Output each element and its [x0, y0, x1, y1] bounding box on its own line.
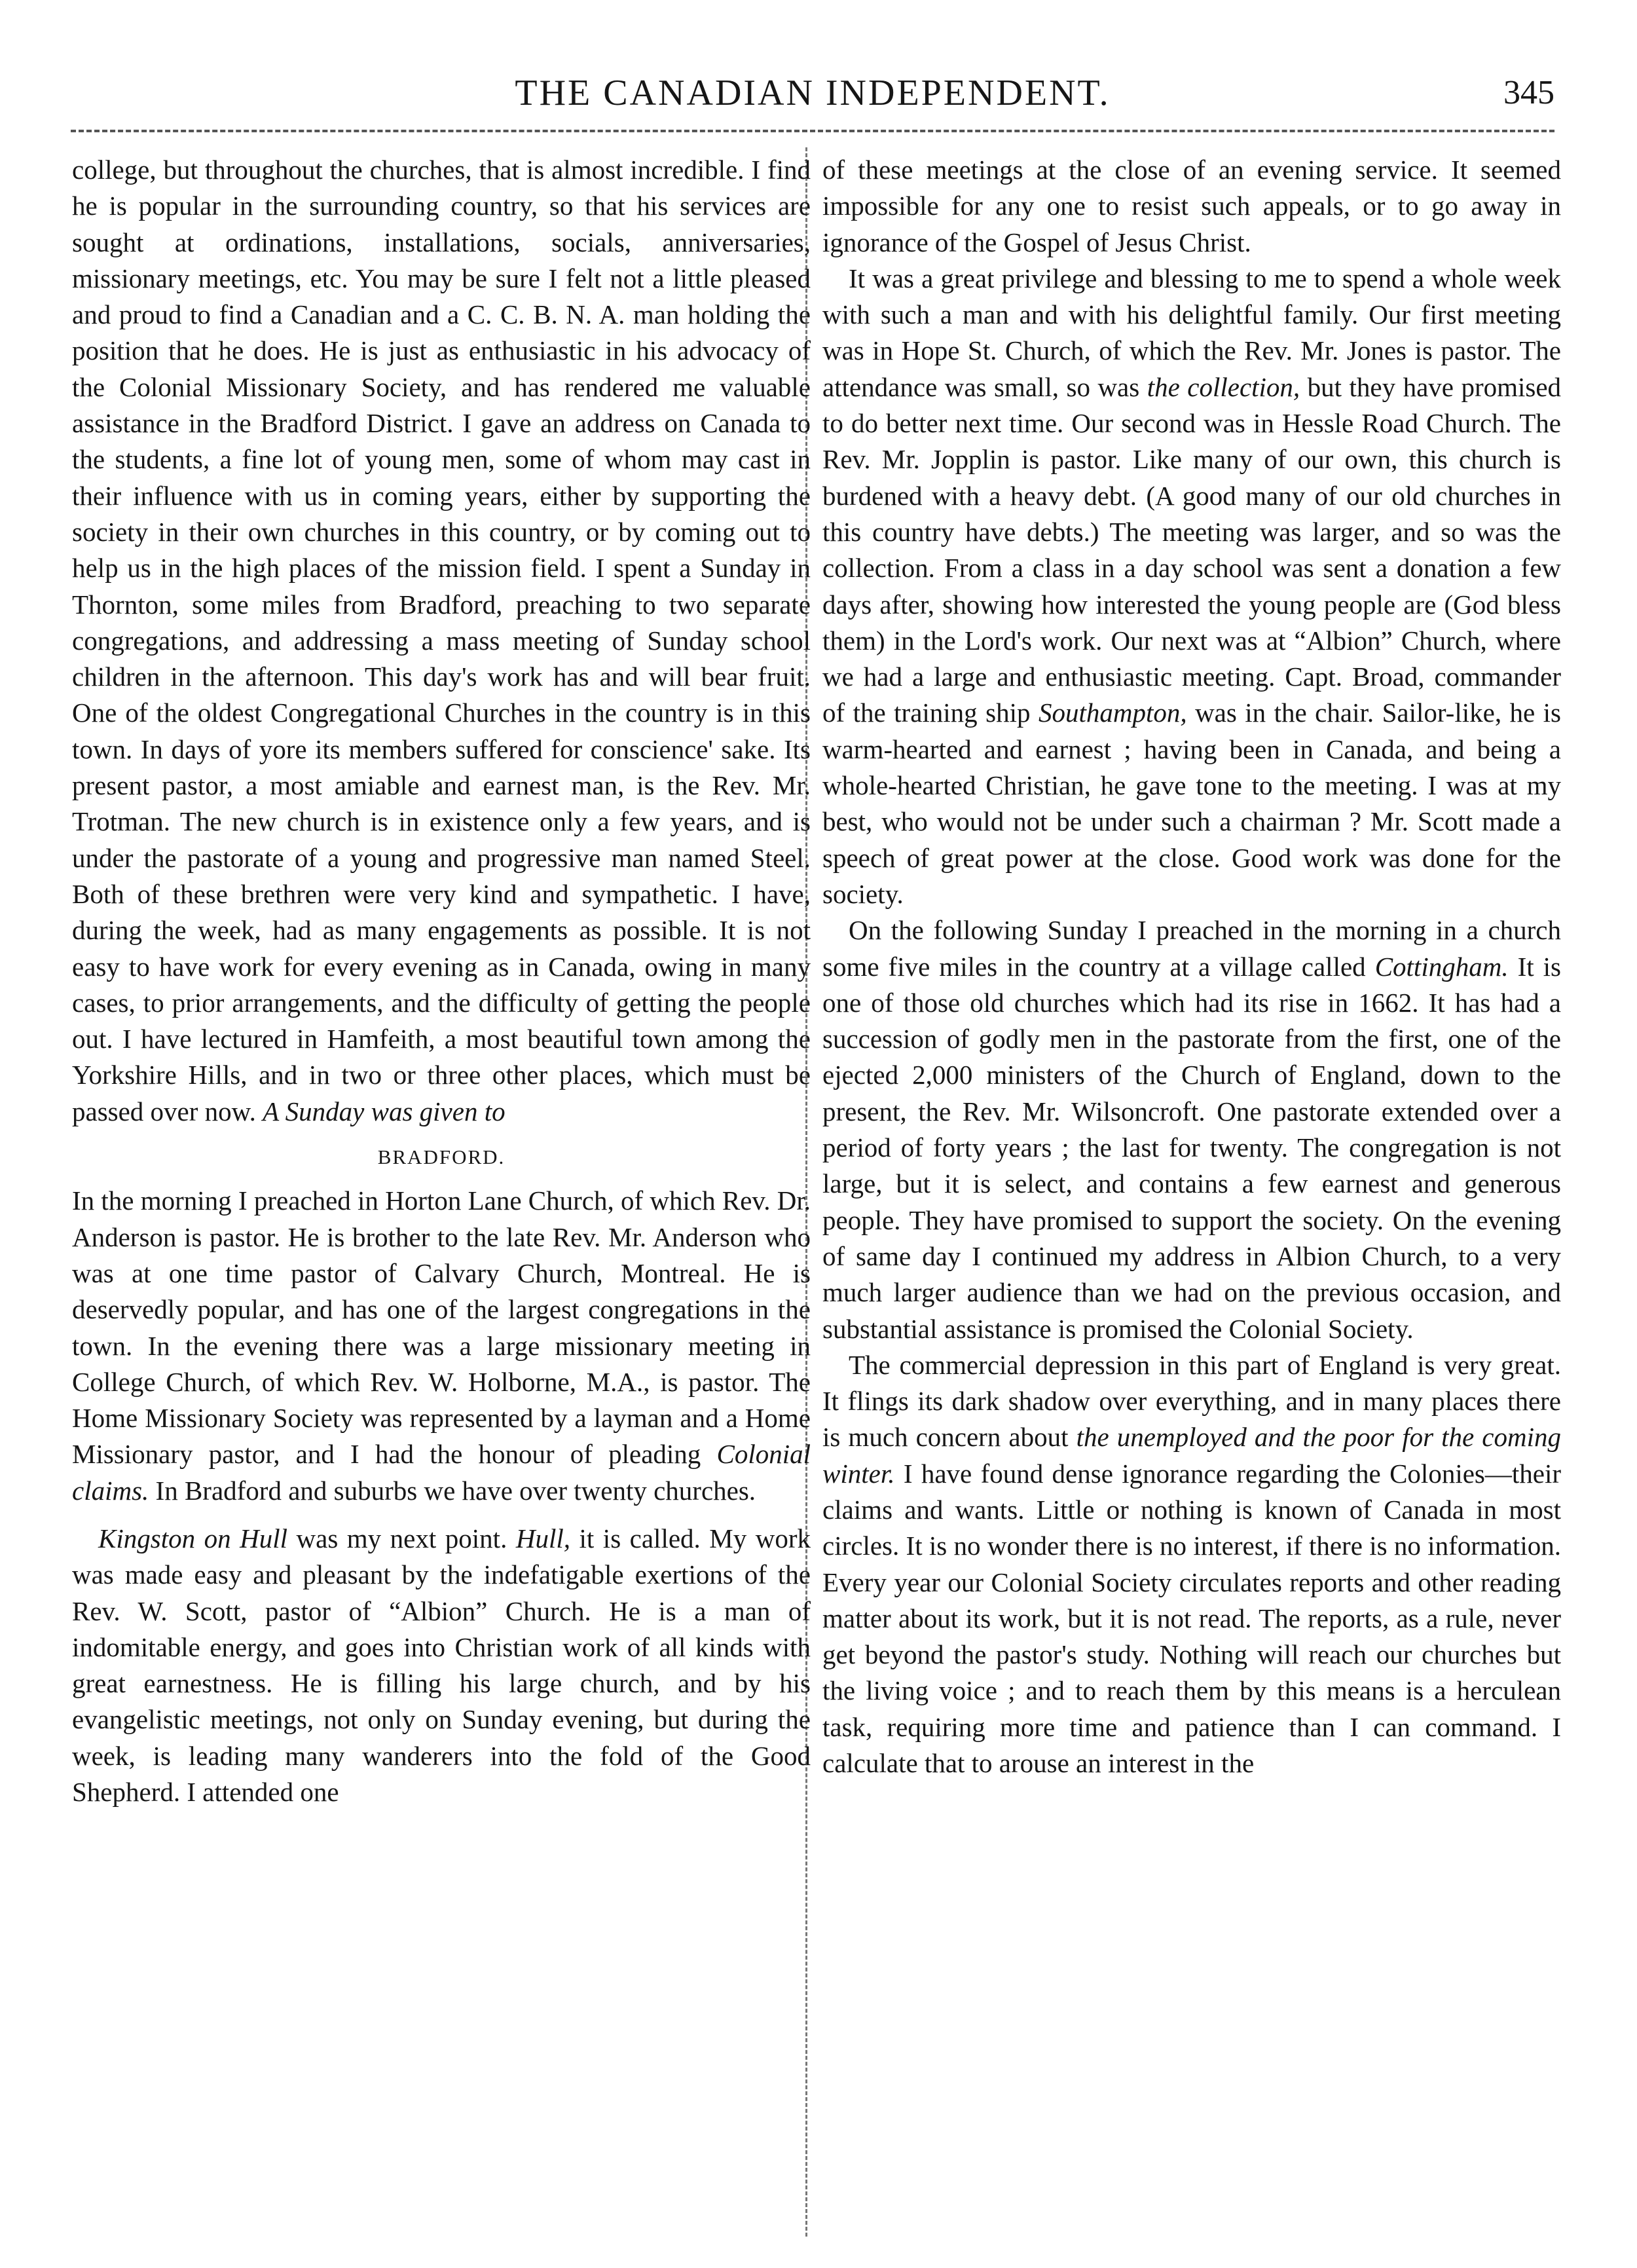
left-paragraph-1	[72, 152, 811, 1130]
left-column	[72, 152, 811, 2222]
right-p2-ship-name: Southampton,	[1038, 697, 1187, 728]
right-p2-c: was in the chair. Sailor-like, he is warm-hearted and earnest ; having been in Canada, and being a whole-hearted Christian, he gave tone to the meeting. I was at my best, who would not be under such a chairman ? Mr. Scott made a speech of great power at the close. Good work was done for the society.	[822, 697, 1561, 909]
right-column	[822, 152, 1561, 2222]
right-p3-a: On the following Sunday I preached in the morning in a church some five miles in the country at a village called	[822, 915, 1561, 982]
right-p2-italic: the collection,	[1147, 371, 1300, 402]
right-p2-b: but they have promised to do better next time. Our second was in Hessle Road Church. The Rev. Mr. Jopplin is pastor. Like many of our own, this church is burdened with a heavy debt. (A good many of our old churches in this country have debts.) The meeting was larger, and so was the collection. From a class in a day school was sent a donation a few days after, showing how interested the young people are (God bless them) in the Lord's work. Our next was at “Albion” Church, where we had a large and enthusiastic meeting. Capt. Broad, commander of the training ship	[822, 371, 1561, 728]
section-heading-bradford: BRADFORD.	[377, 1145, 506, 1169]
left-p3-mid: was my next point.	[296, 1523, 507, 1553]
left-p3-italic-a: Kingston on Hull	[98, 1523, 287, 1553]
right-p3-italic: Cottingham.	[1374, 951, 1509, 982]
left-p2-text: In the morning I preached in Horton Lane Church, of which Rev. Dr. Anderson is pastor. He is brother to the late Rev. Mr. Anderson who was at one time pastor of Calvary Church, Montreal. He is deservedly popular, and has one of the largest congregations in the town. In the evening there was a large missionary meeting in College Church, of which Rev. W. Holborne, M.A., is pastor. The Home Missionary Society was represented by a layman and a Home Missionary pastor, and I had the honour of pleading	[72, 1185, 811, 1470]
right-p4-a: The commercial depression in this part of England is very great. It flings its dark shadow over everything, and in many places there is much concern about	[822, 1349, 1561, 1453]
left-p3-rest: it is called. My work was made easy and pleasant by the indefatigable exertions of the Rev. W. Scott, pastor of “Albion” Church. He is a man of indomitable energy, and goes into Christian work of all kinds with great earnestness. He is filling his large church, and by his evangelistic meetings, not only on Sunday evening, but during the week, is leading many wanderers into the fold of the Good Shepherd. I attended one	[72, 1523, 811, 1808]
left-paragraph-2	[72, 1183, 811, 1509]
right-p1-text: of these meetings at the close of an evening service. It seemed impossible for any one to resist such appeals, or to go away in ignorance of the Gospel of Jesus Christ.	[822, 155, 1561, 257]
running-title: THE CANADIAN INDEPENDENT.	[515, 73, 1111, 113]
right-p4-italic: the unemployed and the poor for the coming winter.	[822, 1422, 1561, 1489]
left-p1-italic: A Sunday was given to	[263, 1096, 506, 1126]
right-p2-a: It was a great privilege and blessing to me to spend a whole week with such a man and with his delightful family. Our first meeting was in Hope St. Church, of which the Rev. Mr. Jones is pastor. The attendance was small, so was	[822, 263, 1561, 402]
left-p2-tail: In Bradford and suburbs we have over twenty churches.	[155, 1475, 756, 1506]
page-header	[71, 67, 1554, 126]
left-p3-italic-b: Hull,	[515, 1523, 570, 1553]
right-paragraph-3	[822, 912, 1561, 1347]
header-rule	[71, 130, 1554, 132]
page-number: 345	[1503, 74, 1554, 111]
left-paragraph-3	[72, 1521, 811, 1810]
left-p1-text: college, but throughout the churches, that is almost incredible. I find he is popular in the surrounding country, so that his services are sought at ordinations, installations, socials, anniversaries, missionary meetings, etc. You may be sure I felt not a little pleased and proud to find a Canadian and a C. C. B. N. A. man holding the position that he does. He is just as enthusiastic in his advocacy of the Colonial Missionary Society, and has rendered me valuable assistance in the Bradford District. I gave an address on Canada to the students, a fine lot of young men, some of whom may cast in their influence with us in coming years, either by supporting the society in their own churches in this country, or by coming out to help us in the high places of the mission field. I spent a Sunday in Thornton, some miles from Bradford, preaching to two separate congregations, and addressing a mass meeting of Sunday school children in the afternoon. This day's work has and will bear fruit. One of the oldest Congregational Churches in the country is in this town. In days of yore its members suffered for conscience' sake. Its present pastor, a most amiable and earnest man, is the Rev. Mr. Trotman. The new church is in existence only a few years, and is under the pastorate of a young and progressive man named Steel. Both of these brethren were very kind and sympathetic. I have, during the week, had as many engagements as possible. It is not easy to have work for every evening as in Canada, owing in many cases, to prior arrangements, and the difficulty of getting the people out. I have lectured in Hamfeith, a most beautiful town among the Yorkshire Hills, and in two or three other places, which must be passed over now.	[72, 155, 811, 1126]
left-p2-italic: Colonial claims.	[72, 1439, 811, 1506]
right-paragraph-1	[822, 152, 1561, 261]
right-paragraph-2	[822, 261, 1561, 912]
right-p4-b: I have found dense ignorance regarding the Colonies—their claims and wants. Little or nothing is known of Canada in most circles. It is no wonder there is no interest, if there is no information. Every year our Colonial Society circulates reports and other reading matter about its work, but it is not read. The reports, as a rule, never get beyond the pastor's study. Nothing will reach our churches but the living voice ; and to reach them by this means is a herculean task, requiring more time and patience than I can command. I calculate that to arouse an interest in the	[822, 1458, 1561, 1779]
right-p3-b: It is one of those old churches which had its rise in 1662. It has had a succession of godly men in the pastorate from the first, one of the ejected 2,000 ministers of the Church of England, down to the present, the Rev. Mr. Wilsoncroft. One pastorate extended over a period of forty years ; the last for twenty. The congregation is not large, but it is select, and contains a few earnest and generous people. They have promised to support the society. On the evening of same day I continued my address in Albion Church, to a very much larger audience than we had on the previous occasion, and substantial assistance is promised the Colonial Society.	[822, 951, 1561, 1344]
right-paragraph-4	[822, 1347, 1561, 1782]
